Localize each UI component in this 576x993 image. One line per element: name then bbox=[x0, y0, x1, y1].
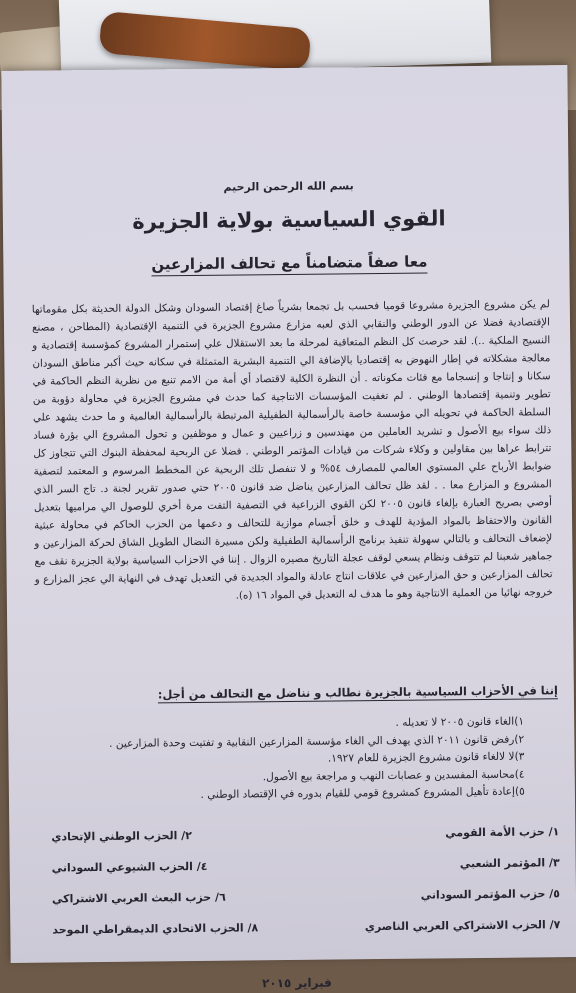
basmala: بسم الله الرحمن الرحيم bbox=[223, 179, 354, 194]
document-title: القوي السياسية بولاية الجزيرة bbox=[132, 206, 446, 234]
item-number: ٣) bbox=[514, 750, 525, 763]
item-number: ١) bbox=[514, 715, 525, 728]
item-text: الغاء قانون ٢٠٠٥ لا تعديله . bbox=[395, 715, 515, 729]
item-text: لا لالغاء قانون مشروع الجزيرة للعام ١٩٢٧. bbox=[327, 750, 515, 765]
item-text: محاسبة المفسدين و عصابات النهب و مراجعة بيع الأصول. bbox=[262, 768, 515, 783]
party-name: ٧/ الحزب الاشتراكي العربي الناصري bbox=[364, 918, 561, 934]
document-subtitle bbox=[25, 251, 553, 275]
item-number: ٤) bbox=[514, 768, 525, 781]
demands-heading bbox=[30, 683, 558, 703]
item-number: ٥) bbox=[514, 785, 525, 798]
item-text: إعادة تأهيل المشروع كمشروع قومي للقيام بدوره في الإقتصاد الوطني . bbox=[200, 785, 515, 801]
main-paragraph bbox=[32, 295, 553, 606]
party-name: ١/ حزب الأمة القومي bbox=[445, 825, 560, 840]
demands-heading-text: إننا في الأحزاب السياسية بالجزيرة نطالب و نناضل مع التحالف من أجل: bbox=[157, 683, 558, 702]
party-name: ٦/ حزب البعث العربي الاشتراكي bbox=[51, 890, 226, 906]
party-name: ٨/ الحزب الاتحادي الديمقراطي الموحد bbox=[52, 921, 259, 937]
signatory-parties bbox=[31, 825, 560, 937]
subtitle-text: معا صفاً متضامناً مع تحالف المزارعين bbox=[151, 253, 427, 277]
party-name: ٥/ حزب المؤتمر السوداني bbox=[420, 887, 561, 902]
paragraph-text: لم يكن مشروع الجزيرة مشروعا قوميا فحسب بل تجمعا بشرياً صاغ إقتصاد السودان وشكل الدولة الحديثة بكل مقوماتها الإقتصادية فضلا عن الدور الوطني والنقابي الذي لعبه مزارع مشروع الجزيرة في التنمية الإقتصادية (المطاحن ، مصنع النسيج الملكية ..). لقد حرصت كل النظم المتعاقبة لمرحلة ما بعد الاستقلال علي إستمرار المشروع كمؤسسة إقتصادية و معالجة مشكلاته في إطار النهوض به إقتصاديا بالإضافة الي التنمية البشرية المتمثلة في سكانه حيث أكبر مناطق السودان سكانا و إنتاجا و إنسجاما مع فئات مكوناته . أن النظرة الكلية لاقتصاد أي أمة من الامم تنبع من نظرية النظم الحاكمة في تطوير وتنمية إقتصادها الوطني . لم تغفيت المؤسسات الانتاجية كما حدث في مشروع الجزيرة في محاولة دؤوبة من السلطة الحاكمة في تحويله الي مؤسسة خاصة بالرأسمالية الطفيلية المرتبطة بالرأسمالية العالمية و ما حدث يشهد علي ذلك سواء بيع الأصول و تشريد العاملين من مهندسين و زراعيين و عمال و موظفين و تحول المشروع الي بؤرة فساد تترابط عراها بين مقاولين و وكلاء شركات من قيادات المؤتمر الوطني . فضلا عن الربحية لمحفظة البنوك التي تتجاوز كل ضوابط الأرباح علي المستوي العالمي للمصارف ٥٤% و لا تنفصل تلك الربحية عن المخطط المرسوم و المعتمد لتصفية المشروع و المزارع معا . . لقد ظل تحالف المزارعين يناضل ضد قانون ٢٠٠٥ حتي صدور تقرير لجنة د. تاج السر الذي أوصي بصريح العبارة بإلغاء قانون ٢٠٠٥ لكن القوي الزراعية في التصفية التفت مرة أخري للوصول الي مراميها بتعديل القانون والاحتفاظ بالمواد المؤدية للهدف و خلق أجسام موازية للتحالف و دعمها من الحزب الحاكم في محاولة عبثية لإضعاف التحالف و بالتالي سهولة تنفيذ برنامج الرأسمالية الطفيلية ولكن مسيرة النضال الطويل الشاق لحركة المزارعين و جماهير شعبنا لم تتوقف ونظام يسعي لوقف عجلة التاريخ مصيره الزوال . إننا في الاحزاب السياسية بولاية الجزيرة نقف مع تحالف المزارعين و حق المزارعين في علاقات انتاج عادلة والمواد الجديدة في التعديل تهدف في النهاية الي عجز المزارع و خروجه نهائيا من العملية الانتاجية وهو ما هدف له التعديل في المواد ١٦ (ه). bbox=[31, 298, 553, 602]
paper-sheet bbox=[1, 65, 576, 991]
document-date: فبراير ٢٠١٥ bbox=[261, 975, 332, 991]
party-name: ٤/ الحزب الشيوعي السوداني bbox=[51, 859, 208, 875]
demands-list bbox=[30, 713, 559, 806]
item-text: رفض قانون ٢٠١١ الذي يهدف الي الغاء مؤسسة المزارعين النقابية و تفتيت وحدة المزارعين . bbox=[109, 733, 515, 750]
party-name: ٣/ المؤتمر الشعبي bbox=[459, 856, 560, 871]
party-name: ٢/ الحزب الوطني الإتحادي bbox=[51, 829, 193, 844]
item-number: ٢) bbox=[514, 733, 525, 746]
